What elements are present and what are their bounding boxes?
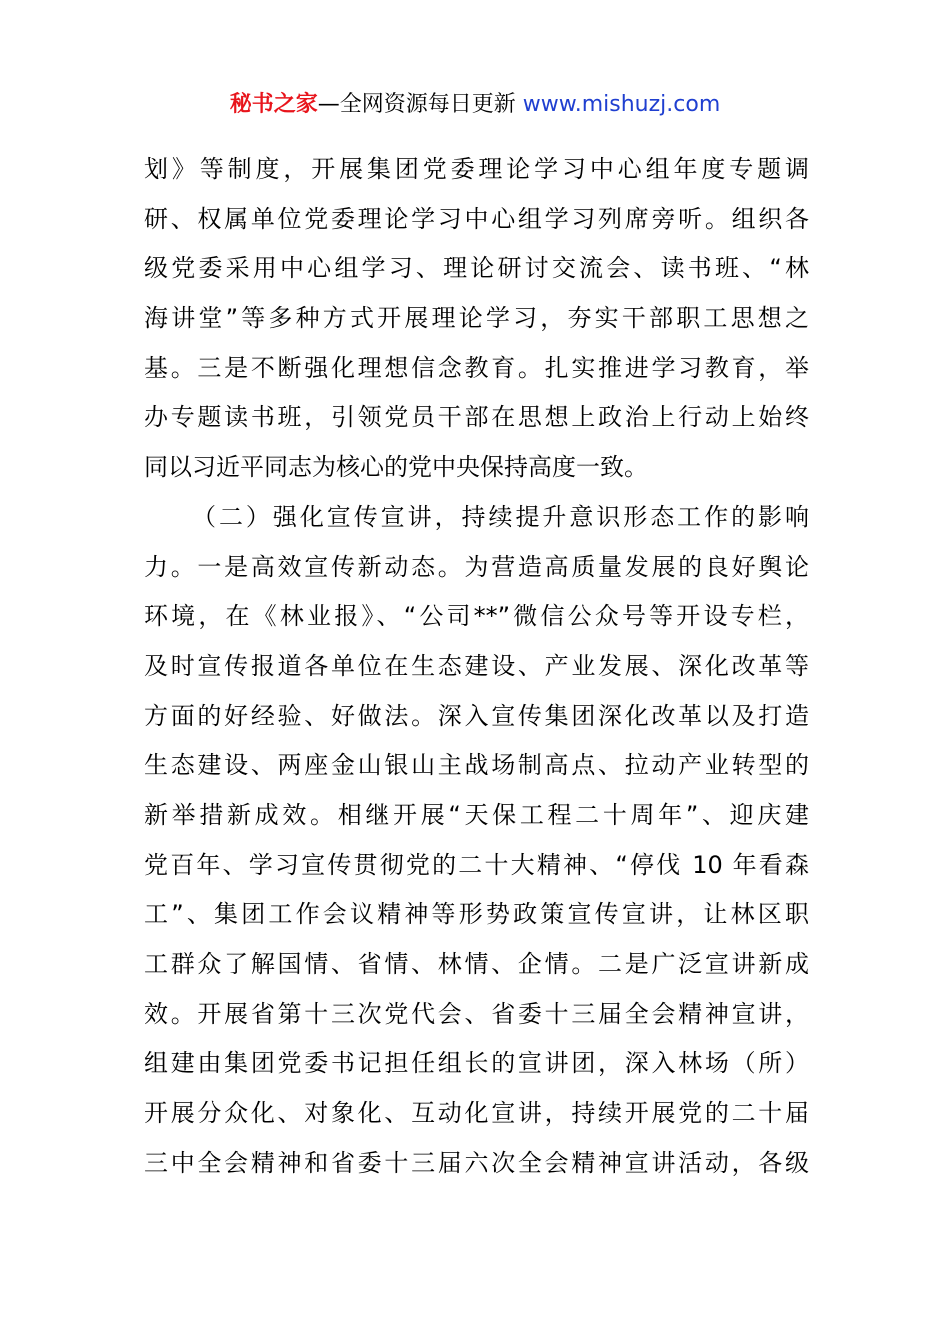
text-line: 办专题读书班，引领党员干部在思想上政治上行动上始终	[144, 403, 809, 432]
header-tagline: —全网资源每日更新	[317, 92, 516, 117]
text-line: 划》等制度，开展集团党委理论学习中心组年度专题调	[144, 155, 809, 183]
text-line: 力。一是高效宣传新动态。为营造高质量发展的良好舆论	[144, 552, 809, 581]
site-url-link[interactable]: www.mishuzj.com	[522, 92, 721, 117]
text-line: 党百年、学习宣传贯彻党的二十大精神、“停伐 10 年看森	[144, 850, 809, 879]
text-line: 三中全会精神和省委十三届六次全会精神宣讲活动，各级	[144, 1148, 809, 1177]
text-line: 研、权属单位党委理论学习中心组学习列席旁听。组织各	[144, 204, 809, 233]
text-line: 工群众了解国情、省情、林情、企情。二是广泛宣讲新成	[144, 950, 809, 978]
text-line: 工”、集团工作会议精神等形势政策宣传宣讲，让林区职	[144, 900, 809, 929]
text-line: 方面的好经验、好做法。深入宣传集团深化改革以及打造	[144, 701, 809, 730]
text-line: 基。三是不断强化理想信念教育。扎实推进学习教育，举	[144, 353, 809, 382]
text-line: 开展分众化、对象化、互动化宣讲，持续开展党的二十届	[144, 1099, 809, 1128]
text-line: 同以习近平同志为核心的党中央保持高度一致。	[144, 453, 648, 482]
text-line: 新举措新成效。相继开展“天保工程二十周年”、迎庆建	[144, 800, 809, 829]
text-line: 海讲堂”等多种方式开展理论学习，夯实干部职工思想之	[144, 304, 809, 333]
document-body	[144, 145, 809, 1188]
text-line: 级党委采用中心组学习、理论研讨交流会、读书班、“林	[144, 254, 809, 283]
page-header	[0, 88, 950, 122]
text-line: 效。开展省第十三次党代会、省委十三届全会精神宣讲，	[144, 999, 809, 1028]
brand-name: 秘书之家	[229, 92, 318, 117]
text-line: （二）强化宣传宣讲，持续提升意识形态工作的影响	[192, 502, 809, 531]
text-line: 及时宣传报道各单位在生态建设、产业发展、深化改革等	[144, 651, 809, 680]
text-line: 组建由集团党委书记担任组长的宣讲团，深入林场（所）	[144, 1049, 809, 1078]
text-line: 环境，在《林业报》、“公司**”微信公众号等开设专栏，	[144, 602, 809, 631]
text-line: 生态建设、两座金山银山主战场制高点、拉动产业转型的	[144, 751, 809, 780]
